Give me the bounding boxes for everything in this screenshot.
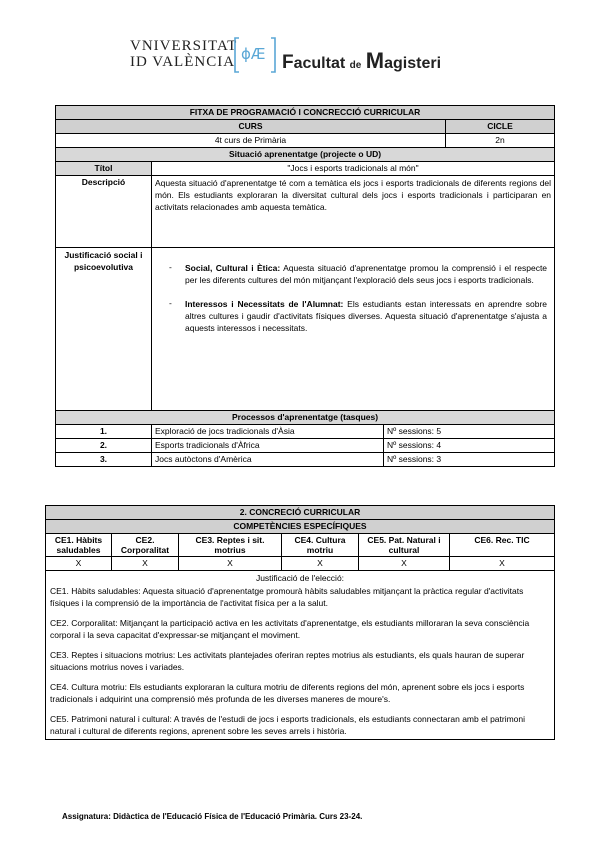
justificacio-eleccio-title: Justificació de l'elecció: [255,573,345,583]
justificacio-bullet [169,262,547,286]
tasca-row [56,439,555,453]
tasca-sessions: Nº sessions: 5 [384,425,555,439]
titol-value: "Jocs i esports tradicionals al món" [152,162,555,176]
processos-header-row [56,411,555,425]
titol-label: Títol [56,162,152,176]
tasca-num: 2. [56,439,152,453]
situacio-header-row [56,148,555,162]
justificacio-content [152,248,555,411]
fitxa-table [55,105,555,467]
justificacio-eleccio [46,571,555,740]
faculty-word1-rest: acultat [293,55,346,72]
ce5-justificacio: CE5. Patrimoni natural i cultural: A través de l'estudi de jocs i esports tradicionals, els estudiants connectaran amb el patrimoni natural i cultural de diferents regions, aprenent sobre les seves arrels i història. [50,714,526,736]
faculty-name [282,48,441,74]
cicle-value: 2n [446,134,555,148]
bullet-body: Aquesta situació d'aprenentatge promou la comprensió i el respecte per les diferents cultures del món mitjançant l'exploració dels seus jocs i esports tradicionals. [185,263,548,285]
descripcio-row [56,176,555,248]
curs-label: CURS [56,120,446,134]
descripcio-value: Aquesta situació d'aprenentatge té com a temàtica els jocs i esports tradicionals de diferents regions del món. Els estudiants exploraran la diversitat cultural dels jocs i esports tradicionals i participaran en activitats relacionades amb aquesta temàtica. [152,176,555,248]
concrecio-table [45,505,555,740]
bullet-body: Els estudiants estan interessats en aprendre sobre altres cultures i gaudir d'activitats físiques diverses. Aquesta situació d'aprenentatge s'ajusta a aquests interessos i necessitats. [185,299,548,333]
tasca-name: Jocs autòctons d'Amèrica [152,453,384,467]
university-name [130,38,237,70]
faculty-de: de [349,60,362,71]
ce4-mark: X [282,557,359,571]
curs-value-row [56,134,555,148]
ce6-mark: X [450,557,555,571]
faculty-initial-f: F [282,52,294,73]
ce3-justificacio: CE3. Reptes i situacions motrius: Les activitats plantejades oferiran reptes motrius als estudiants, els quals hauran de superar situacions motrius noves i variades. [50,650,525,672]
university-name-line1: VNIVERSITAT [130,38,238,54]
bullet-text [185,262,547,286]
ce1-mark: X [46,557,112,571]
tasca-row [56,453,555,467]
competencies-columns-row [46,534,555,557]
concrecio-title: 2. CONCRECIÓ CURRICULAR [46,506,555,520]
titol-row [56,162,555,176]
justificacio-row [56,248,555,411]
justificacio-label: Justificació social i psicoevolutiva [56,248,152,411]
university-logo [130,36,470,76]
faculty-initial-m: M [365,48,385,73]
ce5-header: CE5. Pat. Natural i cultural [359,534,450,557]
tasca-num: 3. [56,453,152,467]
ce2-mark: X [112,557,179,571]
situacio-label: Situació aprenentatge (projecte o UD) [56,148,555,162]
ce2-header: CE2. Corporalitat [112,534,179,557]
curs-value: 4t curs de Primària [56,134,446,148]
tasca-num: 1. [56,425,152,439]
bullet-heading: Interessos i Necessitats de l'Alumnat: [185,299,344,309]
ce2-justificacio: CE2. Corporalitat: Mitjançant la participació activa en les activitats d'aprenentatge, els estudiants milloraran la seva consciència corporal i la seva capacitat d'expressar-se mitjançant el moviment. [50,618,530,640]
competencies-marks-row [46,557,555,571]
tasca-row [56,425,555,439]
bullet-heading: Social, Cultural i Ètica: [185,263,281,273]
footer-assignatura: Assignatura: Didàctica de l'Educació Física de l'Educació Primària. Curs 23-24. [62,812,363,821]
university-emblem [233,36,277,74]
emblem-glyphs: ϕÆ [241,45,266,63]
ce3-header: CE3. Reptes i sit. motrius [179,534,282,557]
ce4-justificacio: CE4. Cultura motriu: Els estudiants exploraran la cultura motriu de diferents regions del món, aprenent sobre els jocs i esports tradicionals i adquirint una comprensió més profunda de les diverses maneres de moure's. [50,682,525,704]
tasca-name: Esports tradicionals d'Àfrica [152,439,384,453]
justificacio-bullet [169,298,547,334]
ce1-justificacio: CE1. Hàbits saludables: Aquesta situació d'aprenentatge promourà hàbits saludables mitjançant la pràctica regular d'activitats físiques i la comprensió de la importància de l'activitat física per a la salut. [50,586,524,608]
processos-label: Processos d'aprenentatge (tasques) [56,411,555,425]
ce3-mark: X [179,557,282,571]
ce6-header: CE6. Rec. TIC [450,534,555,557]
tasca-name: Exploració de jocs tradicionals d'Àsia [152,425,384,439]
tasca-sessions: Nº sessions: 3 [384,453,555,467]
fitxa-title-row [56,106,555,120]
cicle-label: CICLE [446,120,555,134]
justificacio-eleccio-row [46,571,555,740]
tasca-sessions: Nº sessions: 4 [384,439,555,453]
faculty-word2-rest: agisteri [384,55,442,72]
bullet-text [185,298,547,334]
competencies-header-row [46,520,555,534]
bullet-dash: - [169,298,172,308]
fitxa-title: FITXA DE PROGRAMACIÓ I CONCRECCIÓ CURRICULAR [56,106,555,120]
ce1-header: CE1. Hàbits saludables [46,534,112,557]
curs-header-row [56,120,555,134]
ce5-mark: X [359,557,450,571]
bullet-dash: - [169,262,172,272]
university-name-line2: ID VALÈNCIA [130,54,236,70]
descripcio-label: Descripció [56,176,152,248]
competencies-label: COMPETÈNCIES ESPECÍFIQUES [46,520,555,534]
concrecio-title-row [46,506,555,520]
ce4-header: CE4. Cultura motriu [282,534,359,557]
